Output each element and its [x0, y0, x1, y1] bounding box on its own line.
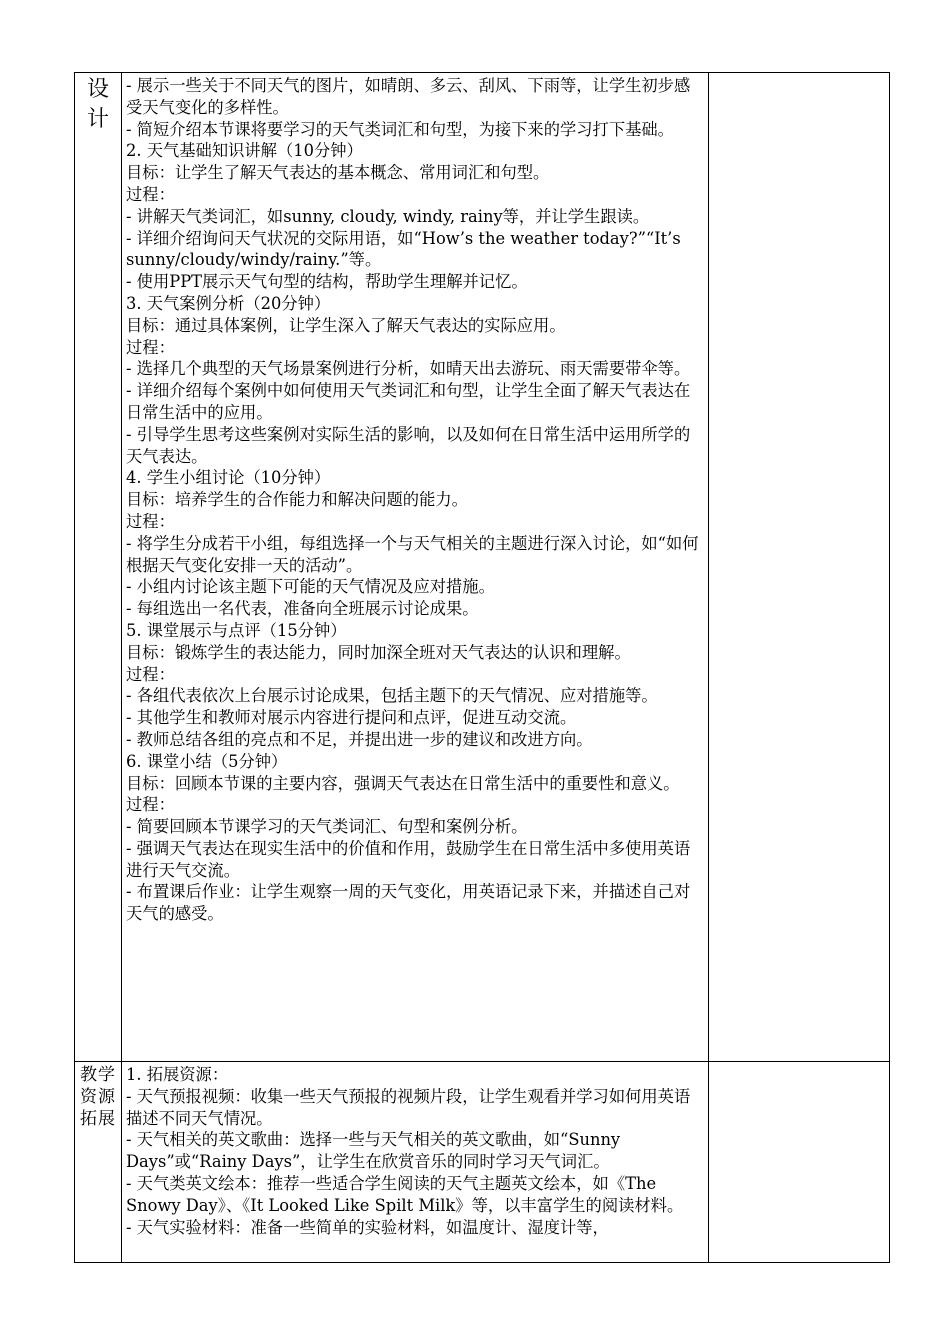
text-line: 1. 拓展资源： [126, 1065, 229, 1084]
text-line: 6. 课堂小结（5分钟） [126, 751, 288, 771]
row-label-text: 教学 [80, 1065, 116, 1085]
text-line: - 详细介绍每个案例中如何使用天气类词汇和句型，让学生全面了解天气表达在日常生活中的应用。 [126, 381, 691, 422]
text-line: - 天气类英文绘本：推荐一些适合学生阅读的天气主题英文绘本，如《The Snowy Day》、《It Looked Like Spilt Milk》等，以丰富学生的阅读材料。 [126, 1173, 684, 1215]
row-label-design [75, 73, 122, 1062]
text-line: - 引导学生思考这些案例对实际生活的影响，以及如何在日常生活中运用所学的天气表达。 [126, 424, 691, 466]
text-line: 2. 天气基础知识讲解（10分钟） [126, 141, 363, 161]
text-line: - 各组代表依次上台展示讨论成果，包括主题下的天气情况、应对措施等。 [126, 686, 658, 706]
lesson-plan-table [74, 72, 890, 1263]
text-line: 5. 课堂展示与点评（15分钟） [126, 620, 347, 640]
notes-cell [709, 73, 890, 1062]
text-line: 过程： [126, 795, 175, 815]
row-label-text: 拓展 [80, 1109, 116, 1129]
text-line: - 每组选出一名代表，准备向全班展示讨论成果。 [126, 599, 479, 619]
resources-content-cell [122, 1062, 709, 1263]
text-line: - 简要回顾本节课学习的天气类词汇、句型和案例分析。 [126, 817, 528, 837]
text-line: - 选择几个典型的天气场景案例进行分析，如晴天出去游玩、雨天需要带伞等。 [126, 359, 691, 379]
row-label-char: 设 [86, 77, 109, 102]
text-line: - 强调天气表达在现实生活中的价值和作用，鼓励学生在日常生活中多使用英语进行天气交流。 [126, 838, 691, 880]
text-line: 过程： [126, 337, 175, 357]
text-line: - 详细介绍询问天气状况的交际用语，如“How’s the weather today?”“It’s sunny/cloudy/windy/rainy.”等。 [126, 228, 681, 270]
text-line: - 简短介绍本节课将要学习的天气类词汇和句型，为接下来的学习打下基础。 [126, 119, 674, 139]
table-row [75, 1062, 890, 1263]
text-line: 过程： [126, 664, 175, 684]
text-line: - 布置课后作业：让学生观察一周的天气变化，用英语记录下来，并描述自己对天气的感受。 [126, 882, 691, 924]
text-line: - 其他学生和教师对展示内容进行提问和点评，促进互动交流。 [126, 708, 577, 728]
text-line: - 展示一些关于不同天气的图片，如晴朗、多云、刮风、下雨等，让学生初步感受天气变化的多样性。 [126, 76, 691, 117]
text-line: - 小组内讨论该主题下可能的天气情况及应对措施。 [126, 577, 495, 597]
design-content-cell [122, 73, 709, 1062]
text-line: 4. 学生小组讨论（10分钟） [126, 468, 331, 488]
text-line: - 天气实验材料：准备一些简单的实验材料，如温度计、湿度计等， [126, 1217, 609, 1237]
text-line: 过程： [126, 184, 175, 204]
text-line: 目标：让学生了解天气表达的基本概念、常用词汇和句型。 [126, 163, 550, 183]
text-line: - 天气相关的英文歌曲：选择一些与天气相关的英文歌曲，如“Sunny Days”或“Rainy Days”，让学生在欣赏音乐的同时学习天气词汇。 [126, 1130, 621, 1172]
text-line: 目标：通过具体案例，让学生深入了解天气表达的实际应用。 [126, 315, 566, 335]
row-label-char: 计 [86, 107, 109, 132]
row-label-resources [75, 1062, 122, 1263]
text-line: 目标：培养学生的合作能力和解决问题的能力。 [126, 490, 468, 510]
text-line: - 使用PPT展示天气句型的结构，帮助学生理解并记忆。 [126, 272, 528, 292]
text-line: - 教师总结各组的亮点和不足，并提出进一步的建议和改进方向。 [126, 729, 593, 749]
text-line: 目标：回顾本节课的主要内容，强调天气表达在日常生活中的重要性和意义。 [126, 773, 680, 793]
notes-cell [709, 1062, 890, 1263]
text-line: 过程： [126, 511, 175, 531]
text-line: - 将学生分成若干小组，每组选择一个与天气相关的主题进行深入讨论，如“如何根据天气变化安排一天的活动”。 [126, 533, 699, 575]
text-line: - 天气预报视频：收集一些天气预报的视频片段，让学生观看并学习如何用英语描述不同天气情况。 [126, 1086, 691, 1128]
text-line: - 讲解天气类词汇，如sunny, cloudy, windy, rainy等，并让学生跟读。 [126, 206, 650, 226]
row-label-text: 资源 [80, 1087, 116, 1107]
text-line: 3. 天气案例分析（20分钟） [126, 293, 331, 313]
text-line: 目标：锻炼学生的表达能力，同时加深全班对天气表达的认识和理解。 [126, 642, 631, 662]
table-row [75, 73, 890, 1062]
